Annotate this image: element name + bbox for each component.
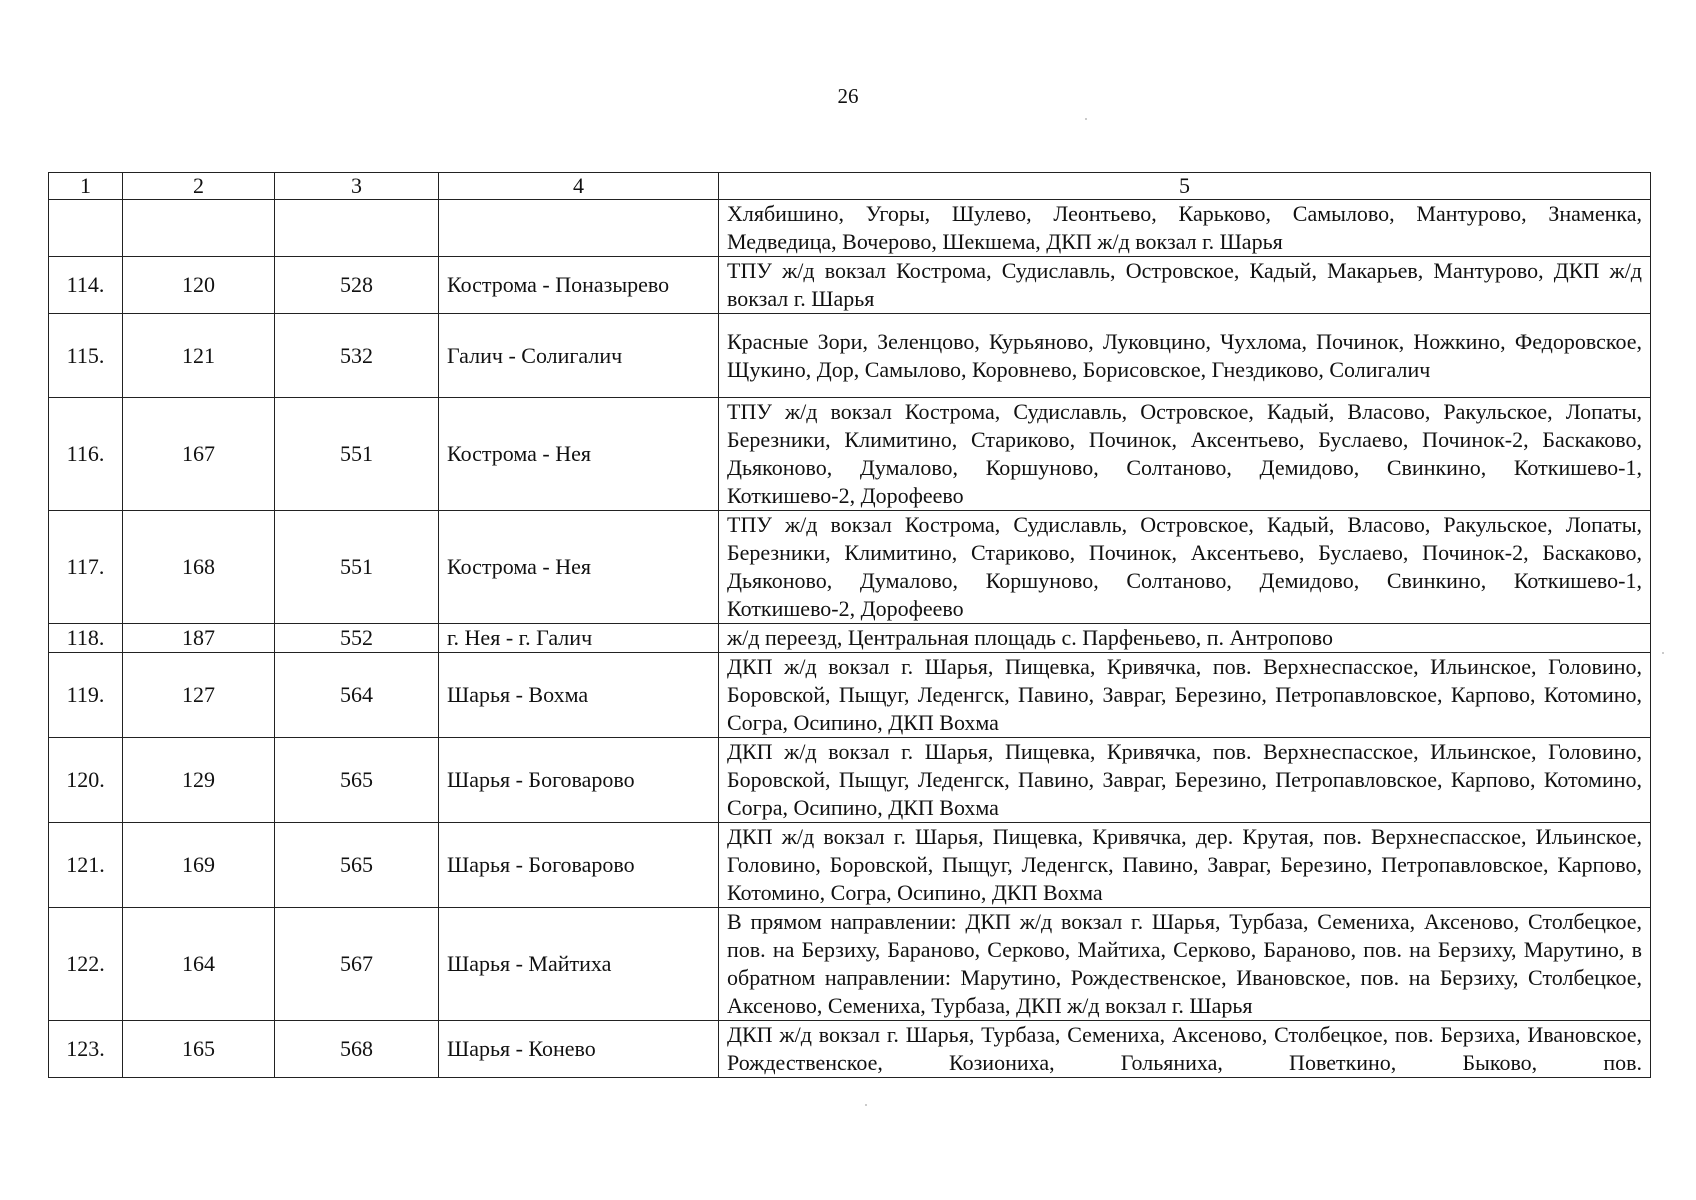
route-number-cell: 528 [275, 257, 439, 314]
column-2-cell: 121 [123, 314, 275, 398]
route-number-cell: 551 [275, 398, 439, 511]
route-number-cell [275, 200, 439, 257]
stops-cell: Красные Зори, Зеленцово, Курьяново, Луковцино, Чухлома, Починок, Ножкино, Федоровское, Щукино, Дор, Самылово, Коровнево, Борисовское, Гнездиково, Солигалич [719, 314, 1651, 398]
route-name-cell: Кострома - Нея [439, 398, 719, 511]
table-row [49, 908, 1651, 1021]
stops-cell: В прямом направлении: ДКП ж/д вокзал г. Шарья, Турбаза, Семениха, Аксеново, Столбецкое, пов. на Берзиху, Бараново, Серково, Майтиха, Серково, Бараново, пов. на Берзиху, Марутино, в обратном направлении: Марутино, Рождественское, Ивановское, пов. на Берзиху, Столбецкое, Аксеново, Семениха, Турбаза, ДКП ж/д вокзал г. Шарья [719, 908, 1651, 1021]
column-header: 2 [123, 173, 275, 200]
column-header: 5 [719, 173, 1651, 200]
row-number-cell: 122. [49, 908, 123, 1021]
column-2-cell: 164 [123, 908, 275, 1021]
route-name-cell: Шарья - Вохма [439, 653, 719, 738]
table-row [49, 398, 1651, 511]
route-name-cell: Шарья - Боговарово [439, 738, 719, 823]
column-2-cell: 129 [123, 738, 275, 823]
table-row [49, 200, 1651, 257]
column-header: 1 [49, 173, 123, 200]
route-name-cell: Шарья - Конево [439, 1021, 719, 1078]
route-name-cell: Шарья - Боговарово [439, 823, 719, 908]
route-number-cell: 532 [275, 314, 439, 398]
column-header: 4 [439, 173, 719, 200]
stops-cell: Хлябишино, Угоры, Шулево, Леонтьево, Карьково, Самылово, Мантурово, Знаменка, Медведица, Вочерово, Шекшема, ДКП ж/д вокзал г. Шарья [719, 200, 1651, 257]
table-row [49, 823, 1651, 908]
row-number-cell: 123. [49, 1021, 123, 1078]
table-row [49, 1021, 1651, 1078]
row-number-cell [49, 200, 123, 257]
stops-cell: ДКП ж/д вокзал г. Шарья, Пищевка, Кривячка, пов. Верхнеспасское, Ильинское, Головино, Боровской, Пыщуг, Леденгск, Павино, Завраг, Березино, Петропавловское, Карпово, Котомино, Согра, Осипино, ДКП Вохма [719, 738, 1651, 823]
row-number-cell: 114. [49, 257, 123, 314]
scan-speck [1085, 118, 1087, 120]
stops-cell: ТПУ ж/д вокзал Кострома, Судиславль, Островское, Кадый, Власово, Ракульское, Лопаты, Березники, Климитино, Стариково, Починок, Аксентьево, Буслаево, Починок-2, Баскаково, Дьяконово, Думалово, Коршуново, Солтаново, Демидово, Свинкино, Коткишево-1, Коткишево-2, Дорофеево [719, 398, 1651, 511]
table-header-row [49, 173, 1651, 200]
table-row [49, 738, 1651, 823]
column-2-cell: 165 [123, 1021, 275, 1078]
scan-speck [1662, 652, 1664, 654]
page-number: 26 [837, 84, 859, 108]
stops-cell: ж/д переезд, Центральная площадь с. Парфеньево, п. Антропово [719, 624, 1651, 653]
row-number-cell: 121. [49, 823, 123, 908]
route-name-cell: Кострома - Нея [439, 511, 719, 624]
stops-cell: ТПУ ж/д вокзал Кострома, Судиславль, Островское, Кадый, Власово, Ракульское, Лопаты, Березники, Климитино, Стариково, Починок, Аксентьево, Буслаево, Починок-2, Баскаково, Дьяконово, Думалово, Коршуново, Солтаново, Демидово, Свинкино, Коткишево-1, Коткишево-2, Дорофеево [719, 511, 1651, 624]
route-number-cell: 568 [275, 1021, 439, 1078]
table-row [49, 624, 1651, 653]
column-2-cell [123, 200, 275, 257]
route-name-cell: г. Нея - г. Галич [439, 624, 719, 653]
route-name-cell: Галич - Солигалич [439, 314, 719, 398]
stops-cell: ТПУ ж/д вокзал Кострома, Судиславль, Островское, Кадый, Макарьев, Мантурово, ДКП ж/д вокзал г. Шарья [719, 257, 1651, 314]
route-number-cell: 565 [275, 823, 439, 908]
column-2-cell: 120 [123, 257, 275, 314]
stops-cell: ДКП ж/д вокзал г. Шарья, Пищевка, Кривячка, дер. Крутая, пов. Верхнеспасское, Ильинское, Головино, Боровской, Пыщуг, Леденгск, Павино, Завраг, Березино, Петропавловское, Карпово, Котомино, Согра, Осипино, ДКП Вохма [719, 823, 1651, 908]
column-2-cell: 169 [123, 823, 275, 908]
column-2-cell: 127 [123, 653, 275, 738]
route-number-cell: 551 [275, 511, 439, 624]
row-number-cell: 118. [49, 624, 123, 653]
column-header: 3 [275, 173, 439, 200]
row-number-cell: 120. [49, 738, 123, 823]
table-row [49, 653, 1651, 738]
column-2-cell: 168 [123, 511, 275, 624]
table-row [49, 257, 1651, 314]
column-2-cell: 167 [123, 398, 275, 511]
route-number-cell: 567 [275, 908, 439, 1021]
stops-cell: ДКП ж/д вокзал г. Шарья, Пищевка, Кривячка, пов. Верхнеспасское, Ильинское, Головино, Боровской, Пыщуг, Леденгск, Павино, Завраг, Березино, Петропавловское, Карпово, Котомино, Согра, Осипино, ДКП Вохма [719, 653, 1651, 738]
routes-table [48, 172, 1651, 1078]
row-number-cell: 115. [49, 314, 123, 398]
row-number-cell: 116. [49, 398, 123, 511]
row-number-cell: 119. [49, 653, 123, 738]
column-2-cell: 187 [123, 624, 275, 653]
stops-cell: ДКП ж/д вокзал г. Шарья, Турбаза, Семениха, Аксеново, Столбецкое, пов. Берзиха, Ивановское, Рождественское, Козиониха, Гольяниха, Поветкино, Быково, пов. [719, 1021, 1651, 1078]
route-number-cell: 565 [275, 738, 439, 823]
row-number-cell: 117. [49, 511, 123, 624]
route-number-cell: 564 [275, 653, 439, 738]
table-row [49, 511, 1651, 624]
route-name-cell: Кострома - Поназырево [439, 257, 719, 314]
table-row [49, 314, 1651, 398]
route-name-cell [439, 200, 719, 257]
route-name-cell: Шарья - Майтиха [439, 908, 719, 1021]
scan-speck [865, 1104, 867, 1106]
route-number-cell: 552 [275, 624, 439, 653]
